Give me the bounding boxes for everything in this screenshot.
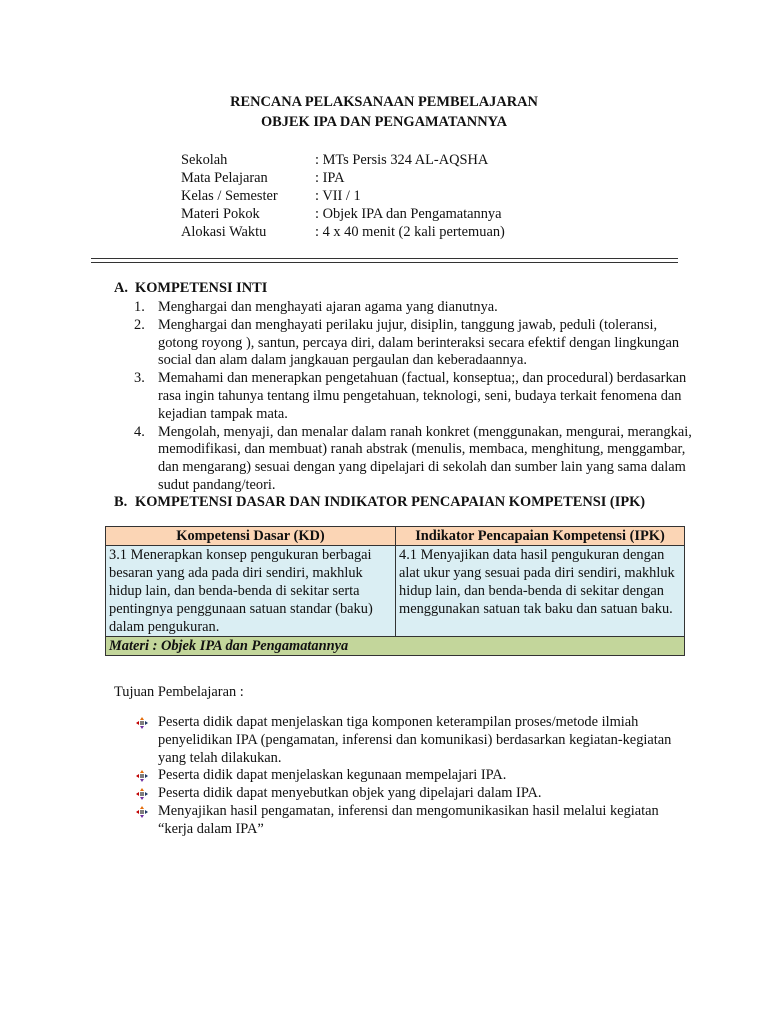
section-b-heading: [114, 494, 645, 511]
info-row-mata-pelajaran: [181, 169, 505, 187]
info-value: : IPA: [315, 170, 345, 186]
section-title: KOMPETENSI INTI: [135, 280, 268, 296]
info-label: Materi Pokok: [181, 206, 260, 222]
list-item: [134, 299, 694, 317]
list-item: [136, 714, 696, 767]
section-a-heading: [114, 280, 267, 297]
four-arrows-bullet-icon: [136, 770, 148, 782]
kd-ipk-table: [105, 526, 685, 656]
section-letter: B.: [114, 494, 128, 510]
list-item: [134, 370, 694, 423]
list-text: Peserta didik dapat menjelaskan kegunaan mempelajari IPA.: [158, 767, 507, 784]
double-rule-bottom: [91, 262, 678, 263]
info-label: Sekolah: [181, 152, 228, 168]
document-title: RENCANA PELAKSANAAN PEMBELAJARAN: [230, 94, 538, 110]
list-text: Peserta didik dapat menjelaskan tiga komponen keterampilan proses/metode ilmiah penyelidikan IPA (pengamatan, inferensi dan komunikasi) berdasarkan kegiatan-kegiatan yang telah dilakukan.: [158, 714, 672, 766]
kompetensi-inti-list: [134, 299, 694, 495]
info-label: Alokasi Waktu: [181, 224, 267, 240]
kd-cell: 3.1 Menerapkan konsep pengukuran berbagai besaran yang ada pada diri sendiri, makhluk hidup lain, dan benda-benda di sekitar serta pentingnya penggunaan satuan standar (baku) dalam pengukuran.: [106, 546, 396, 637]
kd-header-cell: Kompetensi Dasar (KD): [106, 527, 396, 546]
table-row: [106, 546, 685, 637]
document-subtitle: OBJEK IPA DAN PENGAMATANNYA: [260, 114, 508, 130]
list-item: [136, 785, 696, 803]
info-value: : MTs Persis 324 AL-AQSHA: [315, 152, 489, 168]
list-number: 4.: [134, 423, 145, 440]
info-value: : VII / 1: [315, 188, 361, 204]
info-row-alokasi-waktu: [181, 223, 505, 241]
list-text: Peserta didik dapat menyebutkan objek yang dipelajari dalam IPA.: [158, 785, 542, 802]
tujuan-list: [136, 714, 696, 839]
list-number: 3.: [134, 370, 145, 387]
list-item: [136, 803, 696, 839]
list-text: Mengolah, menyaji, dan menalar dalam ranah konkret (menggunakan, mengurai, merangkai, memodifikasi, dan membuat) ranah abstrak (menulis, membaca, menghitung, menggambar, dan mengarang) sesuai dengan yang dipelajari di sekolah dan sumber lain yang sama dalam sudut pandang/teori.: [158, 423, 692, 493]
list-number: 2.: [134, 316, 145, 333]
ipk-header-cell: Indikator Pencapaian Kompetensi (IPK): [396, 527, 685, 546]
info-row-kelas-semester: [181, 187, 505, 205]
list-number: 1.: [134, 299, 145, 315]
list-text: Menghargai dan menghayati perilaku jujur, disiplin, tanggung jawab, peduli (toleransi, gotong royong ), santun, percaya diri, dalam berinteraksi secara efektif dengan lingkungan social dan alam dalam jangkauan pergaulan dan keberadaannya.: [158, 316, 680, 369]
info-label: Mata Pelajaran: [181, 170, 268, 186]
materi-cell: Materi : Objek IPA dan Pengamatannya: [106, 637, 685, 656]
info-row-materi-pokok: [181, 205, 505, 223]
double-rule-top: [91, 258, 678, 259]
four-arrows-bullet-icon: [136, 806, 148, 818]
info-row-sekolah: [181, 151, 505, 169]
four-arrows-bullet-icon: [136, 717, 148, 729]
info-value: : 4 x 40 menit (2 kali pertemuan): [315, 224, 505, 240]
list-text: Menyajikan hasil pengamatan, inferensi dan mengomunikasikan hasil melalui kegiatan “kerja dalam IPA”: [158, 802, 659, 837]
table-row-materi: [106, 637, 685, 656]
ipk-cell: 4.1 Menyajikan data hasil pengukuran dengan alat ukur yang sesuai pada diri sendiri, makhluk hidup lain, dan benda-benda di sekitar dengan menggunakan satuan tak baku dan satuan baku.: [396, 546, 685, 637]
table-header-row: [106, 527, 685, 546]
info-value: : Objek IPA dan Pengamatannya: [315, 206, 502, 222]
tujuan-heading: Tujuan Pembelajaran :: [114, 684, 244, 700]
list-text: Memahami dan menerapkan pengetahuan (factual, konseptua;, dan procedural) berdasarkan rasa ingin tahunya tentang ilmu pengetahuan, teknologi, seni, budaya terkait fenomena dan kejadian tampak mata.: [158, 370, 687, 422]
list-item: [136, 767, 696, 785]
section-title: KOMPETENSI DASAR DAN INDIKATOR PENCAPAIAN KOMPETENSI (IPK): [135, 494, 646, 510]
identity-block: [181, 151, 505, 241]
list-item: [134, 317, 694, 370]
info-label: Kelas / Semester: [181, 188, 278, 204]
four-arrows-bullet-icon: [136, 788, 148, 800]
list-item: [134, 424, 694, 495]
list-text: Menghargai dan menghayati ajaran agama yang dianutnya.: [158, 299, 498, 315]
section-letter: A.: [114, 280, 128, 296]
